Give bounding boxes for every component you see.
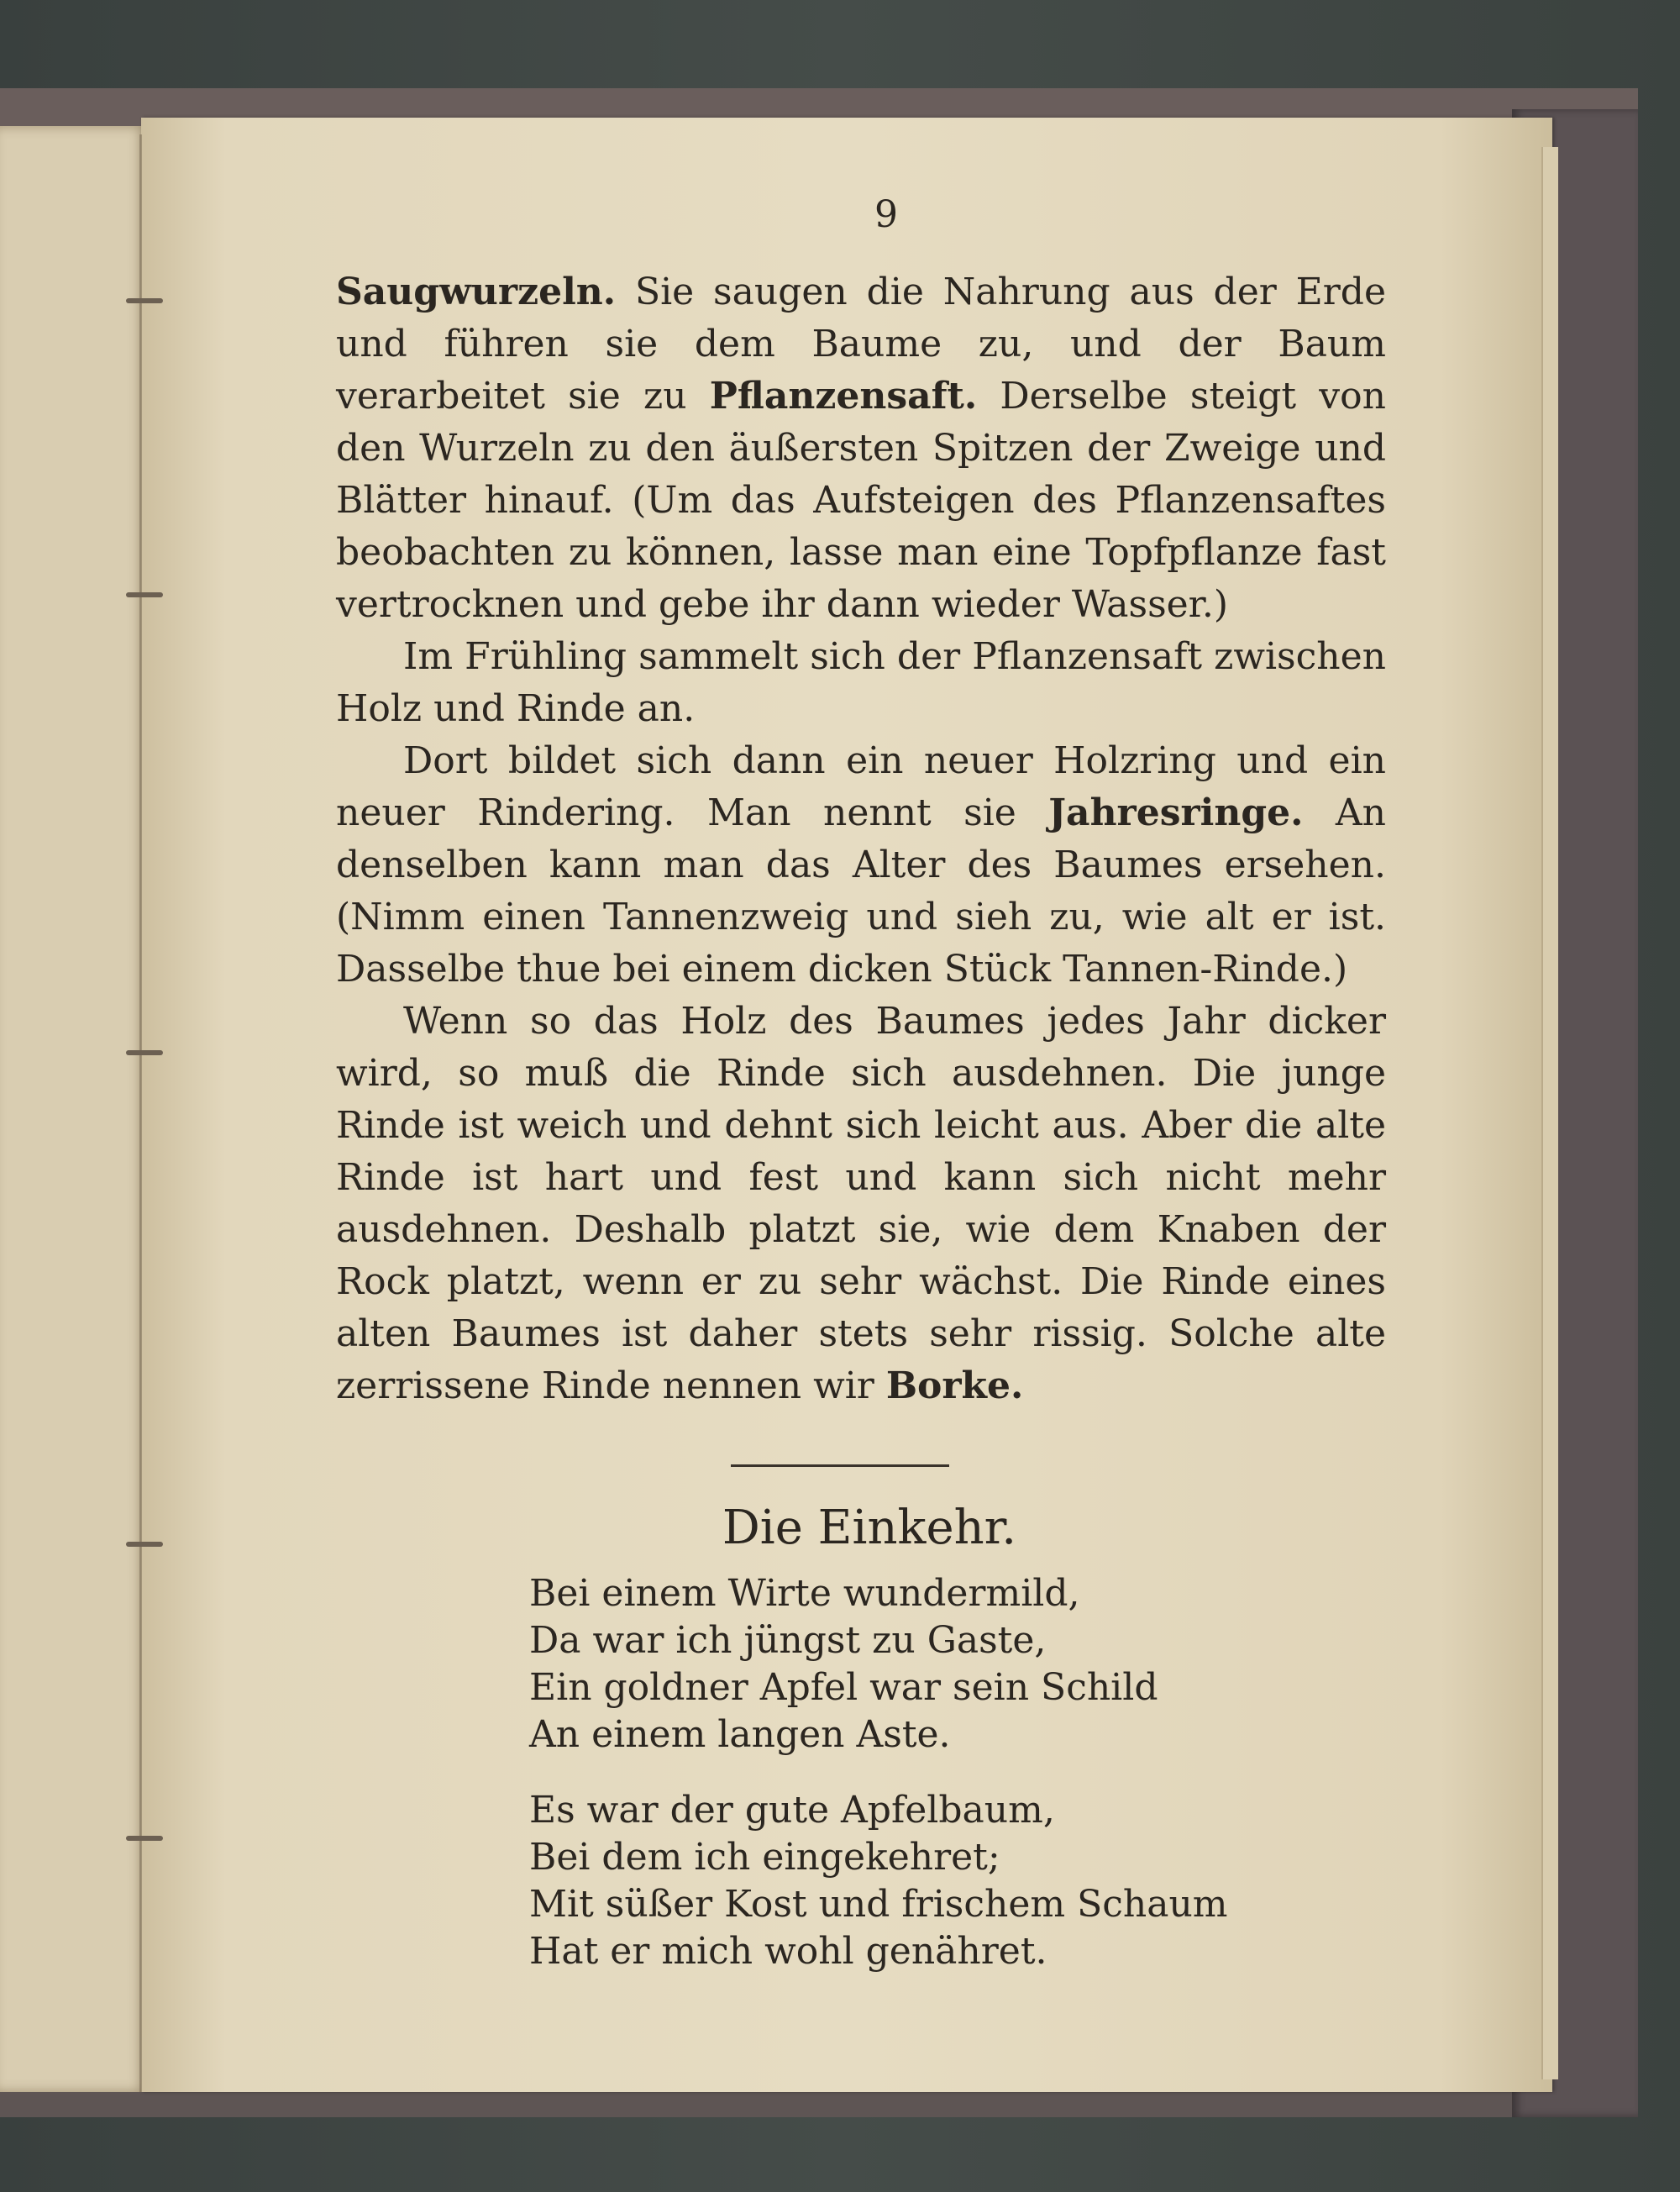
poem-line: Ein goldner Apfel war sein Schild bbox=[529, 1666, 1158, 1709]
bold-term: Jahresringe. bbox=[1048, 791, 1304, 834]
paragraph-text: An denselben kann man das Alter des Baumes ersehen. (Nimm einen Tannenzweig und sieh zu, wie alt er ist. Dasselbe thue bei einem dicken Stück Tannen-Rinde.) bbox=[336, 791, 1386, 991]
poem-line: An einem langen Aste. bbox=[529, 1713, 951, 1756]
paragraph bbox=[336, 266, 1386, 631]
poem-stanza bbox=[529, 1570, 1386, 1758]
poem-line: Bei einem Wirte wundermild, bbox=[529, 1572, 1080, 1615]
bold-term: Pflanzensaft. bbox=[709, 375, 978, 418]
paragraph bbox=[336, 631, 1386, 735]
binding-stitch bbox=[126, 1050, 163, 1055]
binding-stitch bbox=[126, 592, 163, 597]
binding-stitch bbox=[126, 1542, 163, 1547]
page-number: 9 bbox=[874, 193, 898, 236]
poem-line: Da war ich jüngst zu Gaste, bbox=[529, 1619, 1047, 1662]
paragraph bbox=[336, 996, 1386, 1412]
left-page-margin bbox=[0, 126, 147, 2092]
paragraph-text: Sie saugen die Nahrung aus der Erde und führen sie dem Baume zu, und der Baum verarbeitet sie zu bbox=[336, 271, 1386, 418]
paragraph-text: Derselbe steigt von den Wurzeln zu den äußersten Spitzen der Zweige und Blätter hinauf. (Um das Aufsteigen des Pflanzensaftes beobachten zu können, lasse man eine Topfpflanze fast vertrocknen und gebe ihr dann wieder Wasser.) bbox=[336, 375, 1386, 626]
paragraph-text: Wenn so das Holz des Baumes jedes Jahr dicker wird, so muß die Rinde sich ausdehnen. Die junge Rinde ist weich und dehnt sich leicht aus. Aber die alte Rinde ist hart und fest und kann sich nicht mehr ausdehnen. Deshalb platzt sie, wie dem Knaben der Rock platzt, wenn er zu sehr wächst. Die Rinde eines alten Baumes ist daher stets sehr rissig. Solche alte zerrissene Rinde nennen wir bbox=[336, 1000, 1386, 1407]
prose-body bbox=[336, 266, 1386, 1412]
page-edge-stack bbox=[1541, 147, 1558, 2079]
paragraph-text: Im Frühling sammelt sich der Pflanzensaft zwischen Holz und Rinde an. bbox=[336, 635, 1386, 730]
page-content bbox=[336, 193, 1386, 2004]
poem-line: Es war der gute Apfelbaum, bbox=[529, 1789, 1055, 1832]
binding-stitch bbox=[126, 298, 163, 303]
section-divider bbox=[731, 1464, 949, 1467]
poem-title: Die Einkehr. bbox=[722, 1501, 1017, 1555]
bold-term: Saugwurzeln. bbox=[336, 271, 617, 313]
binding-stitch bbox=[126, 1836, 163, 1841]
poem-line: Mit süßer Kost und frischem Schaum bbox=[529, 1883, 1228, 1926]
poem-line: Bei dem ich eingekehret; bbox=[529, 1836, 1000, 1879]
binding-fold bbox=[139, 134, 142, 2092]
poem-stanza bbox=[529, 1787, 1386, 1975]
paragraph-text: Dort bildet sich dann ein neuer Holzring und ein neuer Rindering. Man nennt sie bbox=[336, 739, 1386, 834]
bold-term: Borke. bbox=[885, 1364, 1024, 1407]
poem-line: Hat er mich wohl genähret. bbox=[529, 1930, 1047, 1973]
paragraph bbox=[336, 735, 1386, 996]
